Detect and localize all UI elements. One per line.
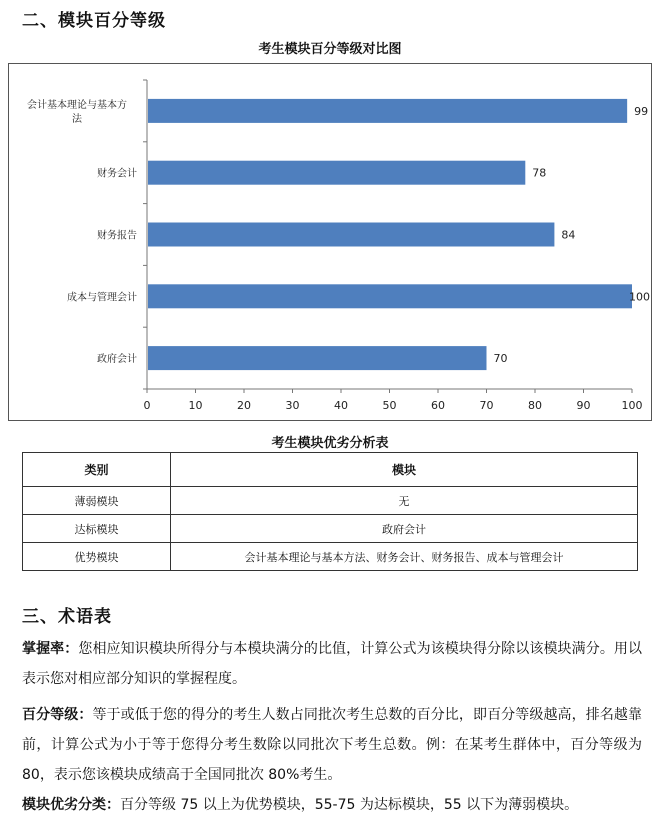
glossary-term: 掌握率： [22, 641, 79, 657]
data-label: 78 [532, 166, 547, 180]
glossary-text: 您相应知识模块所得分与本模块满分的比值，计算公式为该模块得分除以该模块满分。用以表示您对相应部分知识的掌握程度。 [22, 641, 643, 687]
x-tick-label: 20 [237, 399, 251, 412]
row-category: 优势模块 [23, 543, 171, 571]
row-category: 薄弱模块 [23, 487, 171, 515]
data-label: 100 [629, 290, 650, 304]
row-modules: 会计基本理论与基本方法、财务会计、财务报告、成本与管理会计 [171, 543, 638, 571]
y-tick-label: 财务报告 [97, 230, 137, 242]
y-tick-label: 会计基本理论与基本方法 [27, 99, 127, 125]
table-row [23, 515, 638, 543]
x-tick-label: 60 [431, 399, 445, 412]
x-tick-label: 90 [576, 399, 591, 412]
row-modules: 政府会计 [171, 515, 638, 543]
table-header-row [23, 453, 638, 487]
glossary-text: 百分等级 75 以上为优势模块，55-75 为达标模块，55 以下为薄弱模块。 [120, 797, 579, 813]
y-tick-label: 政府会计 [97, 354, 137, 366]
y-tick-label: 财务会计 [97, 168, 137, 180]
x-tick-label: 50 [382, 399, 397, 412]
table-title: 考生模块优劣分析表 [271, 436, 389, 451]
section-title: 三、术语表 [22, 607, 112, 627]
glossary-entry [22, 790, 642, 820]
x-tick-label: 40 [334, 399, 348, 412]
bar-chart [9, 64, 651, 420]
glossary-term: 模块优劣分类： [22, 797, 120, 813]
chart-title: 考生模块百分等级对比图 [258, 42, 402, 57]
data-label: 70 [493, 352, 508, 366]
row-modules: 无 [171, 487, 638, 515]
glossary-entry [22, 700, 642, 790]
bar [148, 99, 627, 123]
header-category: 类别 [23, 453, 171, 487]
x-tick-label: 0 [143, 399, 151, 412]
x-tick-label: 30 [285, 399, 300, 412]
x-tick-label: 10 [188, 399, 203, 412]
x-tick-label: 70 [479, 399, 494, 412]
x-tick-label: 80 [528, 399, 542, 412]
table-row [23, 543, 638, 571]
chart-frame [8, 63, 652, 421]
y-tick-label: 成本与管理会计 [67, 292, 137, 304]
bar [148, 223, 554, 247]
data-label: 84 [561, 228, 576, 242]
glossary-text: 等于或低于您的得分的考生人数占同批次考生总数的百分比，即百分等级越高，排名越靠前，计算公式为小于等于您得分考生数除以同批次下考生总数。例：在某考生群体中，百分等级为 80，表示您该模块成绩高于全国同批次 80%考生。 [22, 707, 643, 783]
glossary-entry [22, 634, 642, 694]
bar [148, 284, 632, 308]
header-modules: 模块 [171, 453, 638, 487]
row-category: 达标模块 [23, 515, 171, 543]
bar [148, 161, 525, 185]
data-label: 99 [634, 104, 649, 118]
x-tick-label: 100 [621, 399, 643, 412]
table-row [23, 487, 638, 515]
section-title: 二、模块百分等级 [22, 11, 166, 31]
glossary-term: 百分等级： [22, 707, 93, 723]
bar [148, 346, 487, 370]
analysis-table [22, 452, 638, 571]
